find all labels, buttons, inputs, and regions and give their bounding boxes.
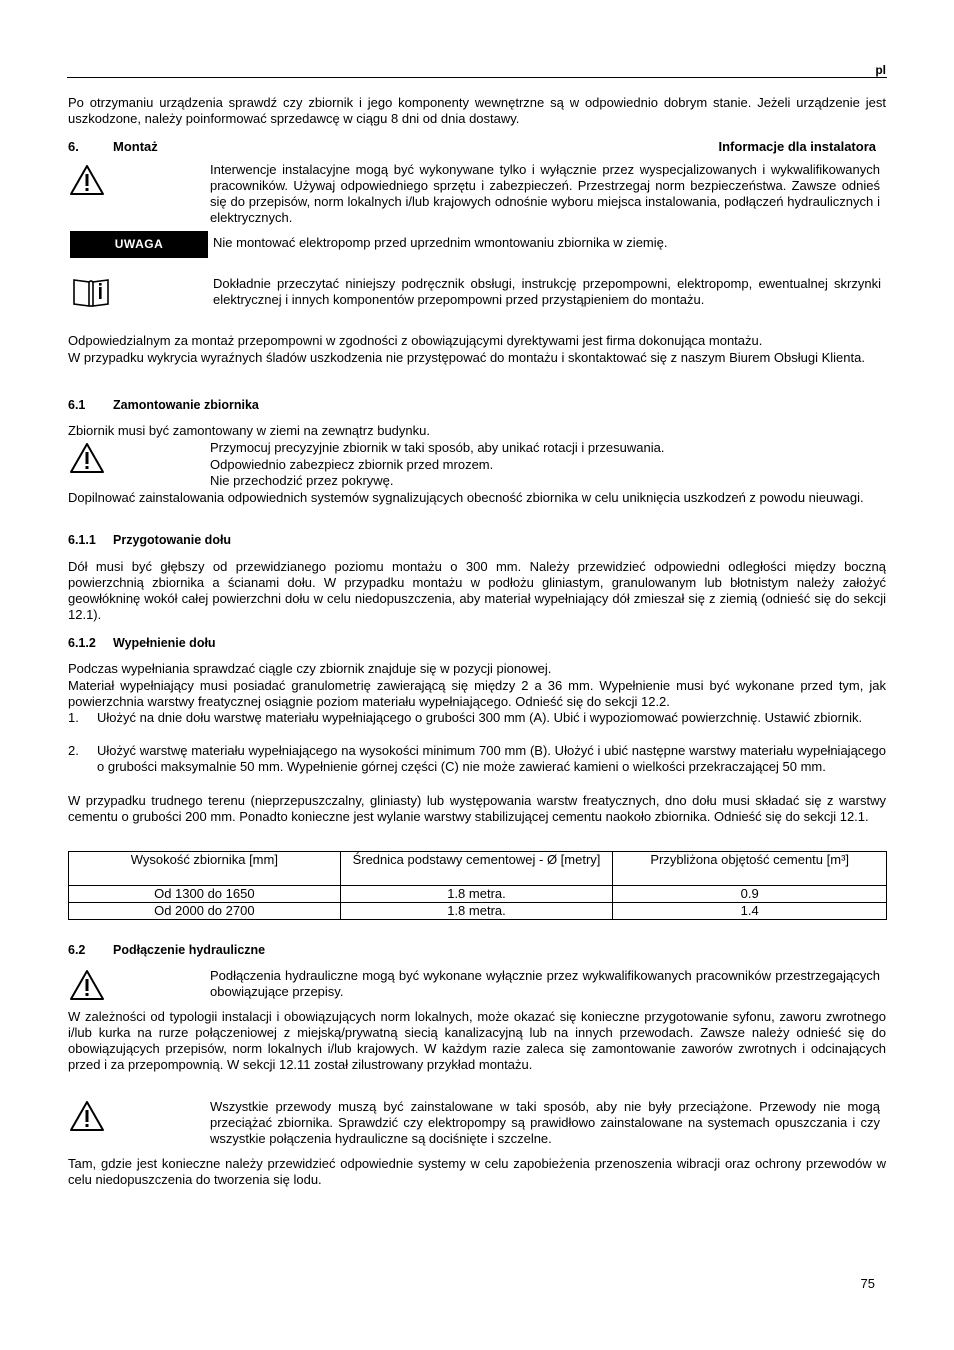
section-6-1-number: 6.1 xyxy=(68,398,86,412)
vibration-paragraph: Tam, gdzie jest konieczne należy przewidzieć odpowiednie systemy w celu zapobieżenia przenoszenia wibracji oraz ochrony przewodów w celu niedopuszczenia do tworzenia się lodu. xyxy=(68,1156,886,1187)
table-cell: 1.8 metra. xyxy=(340,886,613,903)
responsibility-paragraph-1: Odpowiedzialnym za montaż przepompowni w zgodności z obowiązującymi dyrektywami jest firma dokonująca montażu. xyxy=(68,333,763,348)
uwaga-text: Nie montować elektropomp przed uprzednim wmontowaniu zbiornika w ziemię. xyxy=(213,235,668,250)
warning-icon xyxy=(69,1100,105,1132)
header-rule xyxy=(67,77,887,78)
list-item xyxy=(68,710,886,726)
warning-icon xyxy=(69,442,105,474)
read-manual-text: Dokładnie przeczytać niniejszy podręcznik obsługi, instrukcję przepompowni, elektropomp, ewentualnej skrzynki elektrycznej i innych komponentów przepompowni przed przystąpieniem do montażu. xyxy=(213,276,881,307)
list-item-text: Ułożyć warstwę materiału wypełniającego na wysokości minimum 700 mm (B). Ułożyć i ubić następne warstwy materiału wypełniającego o grubości maksymalnie 50 mm. Wypełnienie górnej części (C) nie może zawierać kamieni o wielkości przekraczającej 50 mm. xyxy=(97,743,886,774)
table-cell: Od 1300 do 1650 xyxy=(69,886,341,903)
section-6-1-title: Zamontowanie zbiornika xyxy=(113,398,259,412)
difficult-terrain-paragraph: W przypadku trudnego terenu (nieprzepuszczalny, gliniasty) lub występowania warstw freatycznych, dno dołu musi składać się z warstwy cementu o grubości 200 mm. Ponadto konieczne jest wylanie warstwy stabilizującej cementu naokoło zbiornika. Odnieść się do sekcji 12.1. xyxy=(68,793,886,824)
tank-warning-line-3: Nie przechodzić przez pokrywę. xyxy=(210,473,394,488)
hydraulic-paragraph: W zależności od typologii instalacji i obowiązujących norm lokalnych, może okazać się konieczne przygotowanie syfonu, zaworu zwrotnego i/lub kurka na rurze połączeniowej z miejską/prywatną siecią kanalizacyjną lub na innych przewodach. Zawsze należy odnieść się do obowiązujących przepisów, norm lokalnych i/lub krajowych. W każdym razie zaleca się zamontowanie zaworów zwrotnych i odcinających przed i za przepompownią. W sekcji 12.11 został zilustrowany przykład montażu. xyxy=(68,1009,886,1072)
table-cell: 1.8 metra. xyxy=(340,903,613,920)
table-row xyxy=(69,886,887,903)
uwaga-badge: UWAGA xyxy=(70,231,208,258)
installer-info-title: Informacje dla instalatora xyxy=(718,139,876,154)
list-item-number: 2. xyxy=(68,743,79,758)
responsibility-paragraph-2: W przypadku wykrycia wyraźnych śladów uszkodzenia nie przystępować do montażu i skontaktować się z naszym Biurem Obsługi Klienta. xyxy=(68,350,865,365)
section-6-2-number: 6.2 xyxy=(68,943,86,957)
section-6-1-1-number: 6.1.1 xyxy=(68,533,96,547)
read-manual-icon xyxy=(72,276,110,308)
list-item-number: 1. xyxy=(68,710,79,725)
table-cell: 0.9 xyxy=(613,886,887,903)
table-header-cell: Przybliżona objętość cementu [m³] xyxy=(613,852,887,886)
signalling-paragraph: Dopilnować zainstalowania odpowiednich systemów sygnalizujących obecność zbiornika w celu uniknięcia uszkodzeń z powodu nieuwagi. xyxy=(68,490,864,505)
table-cell: Od 2000 do 2700 xyxy=(69,903,341,920)
tank-warning-line-2: Odpowiednio zabezpiecz zbiornik przed mrozem. xyxy=(210,457,494,472)
warning-icon xyxy=(69,164,105,196)
hydraulic-warning-text: Podłączenia hydrauliczne mogą być wykonane wyłącznie przez wykwalifikowanych pracowników przestrzegających obowiązujące przepisy. xyxy=(210,968,880,999)
section-6-2-title: Podłączenie hydrauliczne xyxy=(113,943,266,957)
cement-table xyxy=(68,851,887,920)
granulometry-paragraph: Materiał wypełniający musi posiadać granulometrię zawierającą się między 2 a 36 mm. Wypełnienie musi być wykonane przed tym, jak powierzchnia warstwy freatycznej osiągnie poziom materiału wypełniającego. Odnieść się do sekcji 12.2. xyxy=(68,678,886,709)
intro-paragraph: Po otrzymaniu urządzenia sprawdź czy zbiornik i jego komponenty wewnętrzne są w odpowiednio dobrym stanie. Jeżeli urządzenie jest uszkodzone, należy poinformować sprzedawcę w ciągu 8 dni od dnia dostawy. xyxy=(68,95,886,126)
tank-ground-paragraph: Zbiornik musi być zamontowany w ziemi na zewnątrz budynku. xyxy=(68,423,430,438)
table-header-cell: Średnica podstawy cementowej - Ø [metry] xyxy=(340,852,613,886)
list-item xyxy=(68,743,886,775)
table-row xyxy=(69,903,887,920)
language-code: pl xyxy=(875,63,886,77)
section-6-1-1-title: Przygotowanie dołu xyxy=(113,533,232,547)
page-number: 75 xyxy=(860,1276,875,1291)
section-6-title: Montaż xyxy=(113,139,158,154)
vertical-check-paragraph: Podczas wypełniania sprawdzać ciągle czy zbiornik znajduje się w pozycji pionowej. xyxy=(68,661,552,676)
installation-warning-text: Interwencje instalacyjne mogą być wykonywane tylko i wyłącznie przez wyspecjalizowanych i wykwalifikowanych pracowników. Używaj odpowiedniego sprzętu i zabezpieczeń. Przestrzegaj norm bezpieczeństwa. Zawsze odnieś się do przepisów, norm lokalnych i/lub krajowych odnośnie wyboru miejsca instalowania, podłączeń hydraulicznych i elektrycznych. xyxy=(210,162,880,225)
section-6-number: 6. xyxy=(68,139,79,154)
section-6-1-2-title: Wypełnienie dołu xyxy=(113,636,216,650)
list-item-text: Ułożyć na dnie dołu warstwę materiału wypełniającego o grubości 300 mm (A). Ubić i wypoziomować powierzchnię. Ustawić zbiornik. xyxy=(97,710,863,725)
warning-icon xyxy=(69,969,105,1001)
table-header-row xyxy=(69,852,887,886)
pit-preparation-paragraph: Dół musi być głębszy od przewidzianego poziomu montażu o 300 mm. Należy przewidzieć odpowiedni odległości między boczną powierzchnią zbiornika a ścianami dołu. W przypadku montażu w podłożu gliniastym, granulowanym lub błotnistym należy założyć geowłókninę wokół całej powierzchni dołu w celu niedopuszczenia, aby materiał wypełniający dół zmieszał się z ziemią (odnieść się do sekcji 12.1). xyxy=(68,559,886,622)
table-header-cell: Wysokość zbiornika [mm] xyxy=(69,852,341,886)
section-6-1-2-number: 6.1.2 xyxy=(68,636,96,650)
table-cell: 1.4 xyxy=(613,903,887,920)
tank-warning-line-1: Przymocuj precyzyjnie zbiornik w taki sposób, aby unikać rotacji i przesuwania. xyxy=(210,440,665,455)
pipes-warning-text: Wszystkie przewody muszą być zainstalowane w taki sposób, aby nie były przeciążone. Przewody nie mogą przeciążać zbiornika. Sprawdzić czy elektropompy są prawidłowo zainstalowane na systemach opuszczania i czy wszystkie połączenia hydrauliczne są dociśnięte i szczelne. xyxy=(210,1099,880,1146)
